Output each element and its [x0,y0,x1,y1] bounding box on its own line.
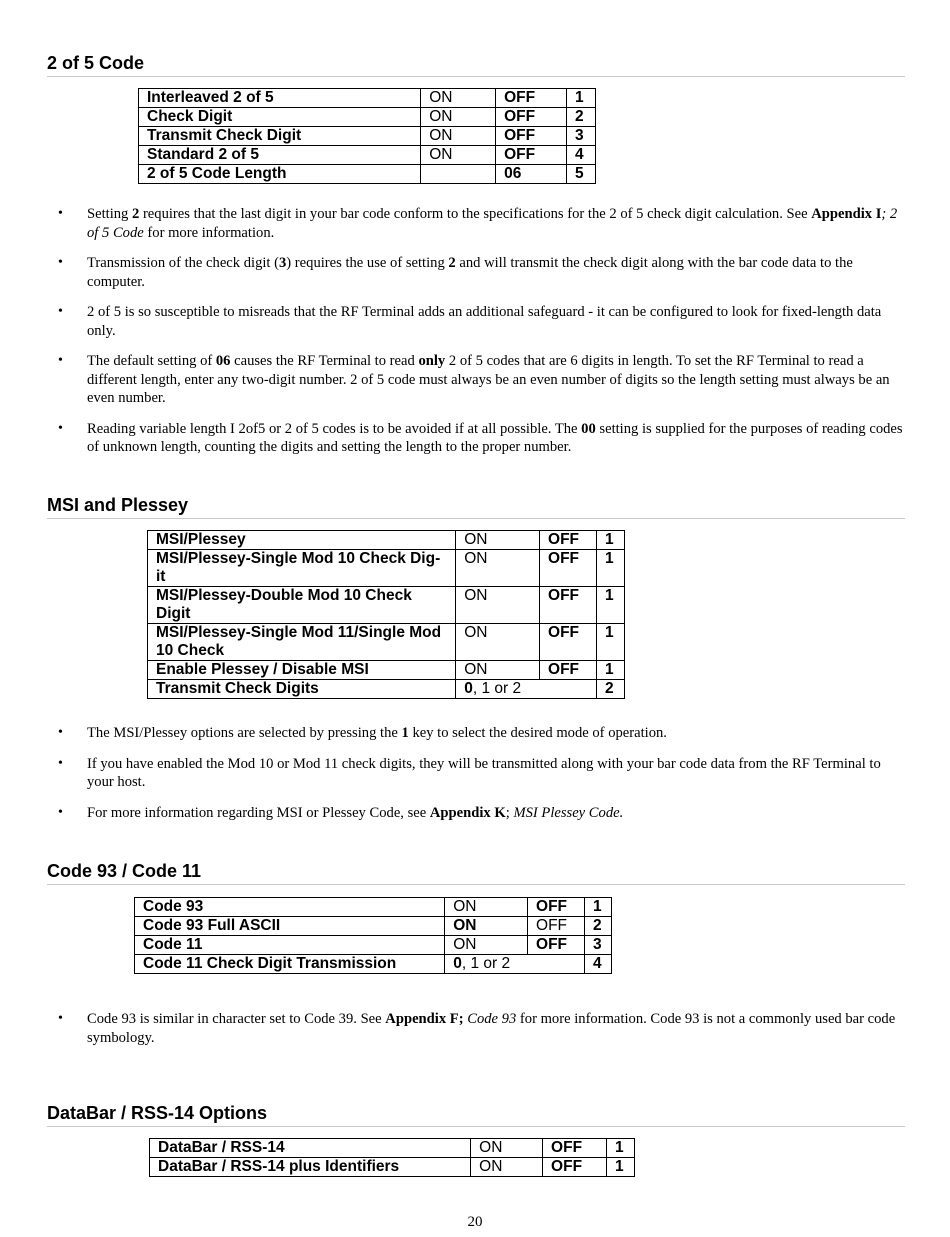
text-run: Appendix K [429,804,506,821]
list-item [58,1010,903,1047]
on-value: ON [456,624,540,661]
text-run: for more information. [143,224,275,241]
list-item [58,755,903,792]
option-label: Code 93 [135,898,445,917]
list-item [58,352,903,408]
table-row [139,108,596,127]
text-run: Reading variable length I 2of5 or 2 of 5 codes is to be avoided if at all possible. The [87,420,582,437]
on-value: ON [421,146,496,165]
off-value: OFF [496,89,567,108]
section-heading-databar: DataBar / RSS-14 Options [47,1102,905,1127]
option-label: MSI/Plessey-Single Mod 11/Single Mod 10 Check [148,624,456,661]
off-value: OFF [540,550,597,587]
list-item [58,420,903,457]
off-value: OFF [543,1158,607,1177]
text-run: The default setting of [87,353,216,369]
text-run: 2 of 5 is so susceptible to misreads that the RF Terminal adds an additional safeguard - it can be configured to look for fixed-length data only. [87,304,882,339]
option-label: Interleaved 2 of 5 [139,89,421,108]
list-item [58,254,903,291]
other-values: , 1 or 2 [461,955,511,972]
table-row [148,531,625,550]
option-label: 2 of 5 Code Length [139,165,421,184]
value-choices [456,680,597,699]
on-value: ON [456,550,540,587]
table-row [148,550,625,587]
table-row [148,624,625,661]
key-number: 2 [566,108,595,127]
option-label: Transmit Check Digit [139,127,421,146]
text-run: 3 [279,255,287,271]
options-table-2of5 [138,88,596,184]
text-run: 1 [401,725,409,741]
table-row [135,936,612,955]
off-value: OFF [528,898,585,917]
text-run: ; [505,804,514,821]
key-number: 2 [596,680,624,699]
section-heading-code93-code11: Code 93 / Code 11 [47,860,905,885]
text-run: 2 of 5 codes that are 6 digits in length. To set the RF Terminal to read a different length, enter any two-digit number. 2 of 5 code must always be an even number of digits so the length setting must always be an even number. [87,353,890,406]
default-value: 0 [464,680,473,697]
key-number: 1 [606,1158,634,1177]
text-run: setting is supplied for the purposes of reading codes of unknown length, counting the digits and setting the length to the proper number. [87,420,903,455]
text-run: ; 2 of 5 Code [87,206,898,241]
off-value: OFF [528,936,585,955]
on-value: ON [471,1139,543,1158]
notes-list-2of5 [58,205,903,469]
key-number: 2 [584,917,611,936]
off-value: OFF [540,531,597,550]
on-value: ON [445,898,528,917]
list-item [58,303,903,340]
other-values: , 1 or 2 [472,680,522,697]
table-row [135,955,612,974]
off-value: OFF [540,661,597,680]
off-value: OFF [496,108,567,127]
off-value: OFF [496,127,567,146]
key-number: 4 [566,146,595,165]
text-run: Appendix F; [385,1011,464,1027]
on-value: ON [471,1158,543,1177]
text-run: Appendix I [811,206,882,222]
key-number: 1 [584,898,611,917]
option-label: Code 11 Check Digit Transmission [135,955,445,974]
options-table-code93-code11 [134,897,612,974]
text-run: MSI Plessey Code. [513,804,624,821]
option-label: Transmit Check Digits [148,680,456,699]
list-item [58,804,903,823]
table-row [148,587,625,624]
table-row [135,917,612,936]
option-label: MSI/Plessey-Single Mod 10 Check Dig-it [148,550,456,587]
key-number: 1 [596,661,624,680]
table-row [150,1139,635,1158]
on-value [421,165,496,184]
text-run: and will transmit the check digit along with the bar code data to the computer. [87,255,853,290]
text-run: key to select the desired mode of operation. [408,725,667,741]
page-number: 20 [467,1214,483,1230]
option-label: MSI/Plessey-Double Mod 10 Check Digit [148,587,456,624]
option-label: DataBar / RSS-14 plus Identifiers [150,1158,471,1177]
options-table-databar [149,1138,635,1177]
table-row [139,89,596,108]
option-label: Check Digit [139,108,421,127]
text-run: Setting [87,206,132,222]
text-run: 00 [581,420,596,437]
off-value: OFF [540,624,597,661]
key-number: 3 [584,936,611,955]
key-number: 1 [596,587,624,624]
text-run: The MSI/Plessey options are selected by pressing the [87,725,402,741]
text-run: Transmission of the check digit ( [87,255,279,271]
key-number: 5 [566,165,595,184]
on-value: ON [445,917,528,936]
value-choices [445,955,585,974]
option-label: MSI/Plessey [148,531,456,550]
options-table-msi-plessey [147,530,625,699]
table-row [139,127,596,146]
key-number: 3 [566,127,595,146]
text-run: causes the RF Terminal to read [230,353,419,369]
text-run: requires that the last digit in your bar code conform to the specifications for the 2 of 5 check digit calculation. See [139,206,812,222]
text-run: Code 93 [463,1011,517,1027]
list-item [58,205,903,242]
off-value: OFF [496,146,567,165]
key-number: 1 [596,531,624,550]
key-number: 4 [584,955,611,974]
table-row [150,1158,635,1177]
key-number: 1 [596,550,624,587]
off-value: OFF [528,917,585,936]
key-number: 1 [566,89,595,108]
table-row [135,898,612,917]
text-run: Code 93 is similar in character set to Code 39. See [87,1011,386,1027]
option-label: DataBar / RSS-14 [150,1139,471,1158]
text-run: for more information. Code 93 is not a commonly used bar code symbology. [87,1011,896,1046]
table-row [148,661,625,680]
text-run: If you have enabled the Mod 10 or Mod 11 check digits, they will be transmitted along with your bar code data from the RF Terminal to your host. [87,755,881,790]
default-value: 0 [453,955,462,972]
text-run: only [418,353,446,369]
table-row [139,146,596,165]
notes-list-code93 [58,1010,903,1059]
on-value: ON [445,936,528,955]
option-label: Code 11 [135,936,445,955]
on-value: ON [456,587,540,624]
option-label: Code 93 Full ASCII [135,917,445,936]
table-row [139,165,596,184]
off-value: OFF [543,1139,607,1158]
list-item [58,724,903,743]
text-run: ) requires the use of setting [286,255,449,271]
section-heading-2of5: 2 of 5 Code [47,52,905,77]
on-value: ON [421,89,496,108]
on-value: ON [421,127,496,146]
option-label: Standard 2 of 5 [139,146,421,165]
section-heading-msi-plessey: MSI and Plessey [47,494,905,519]
text-run: 2 [448,255,456,271]
on-value: ON [456,531,540,550]
key-number: 1 [606,1139,634,1158]
on-value: ON [456,661,540,680]
text-run: 2 [132,206,140,222]
table-row [148,680,625,699]
text-run: For more information regarding MSI or Plessey Code, see [87,804,430,821]
on-value: ON [421,108,496,127]
option-label: Enable Plessey / Disable MSI [148,661,456,680]
off-value: 06 [496,165,567,184]
notes-list-msi-plessey [58,724,903,834]
key-number: 1 [596,624,624,661]
text-run: 06 [215,353,231,369]
off-value: OFF [540,587,597,624]
